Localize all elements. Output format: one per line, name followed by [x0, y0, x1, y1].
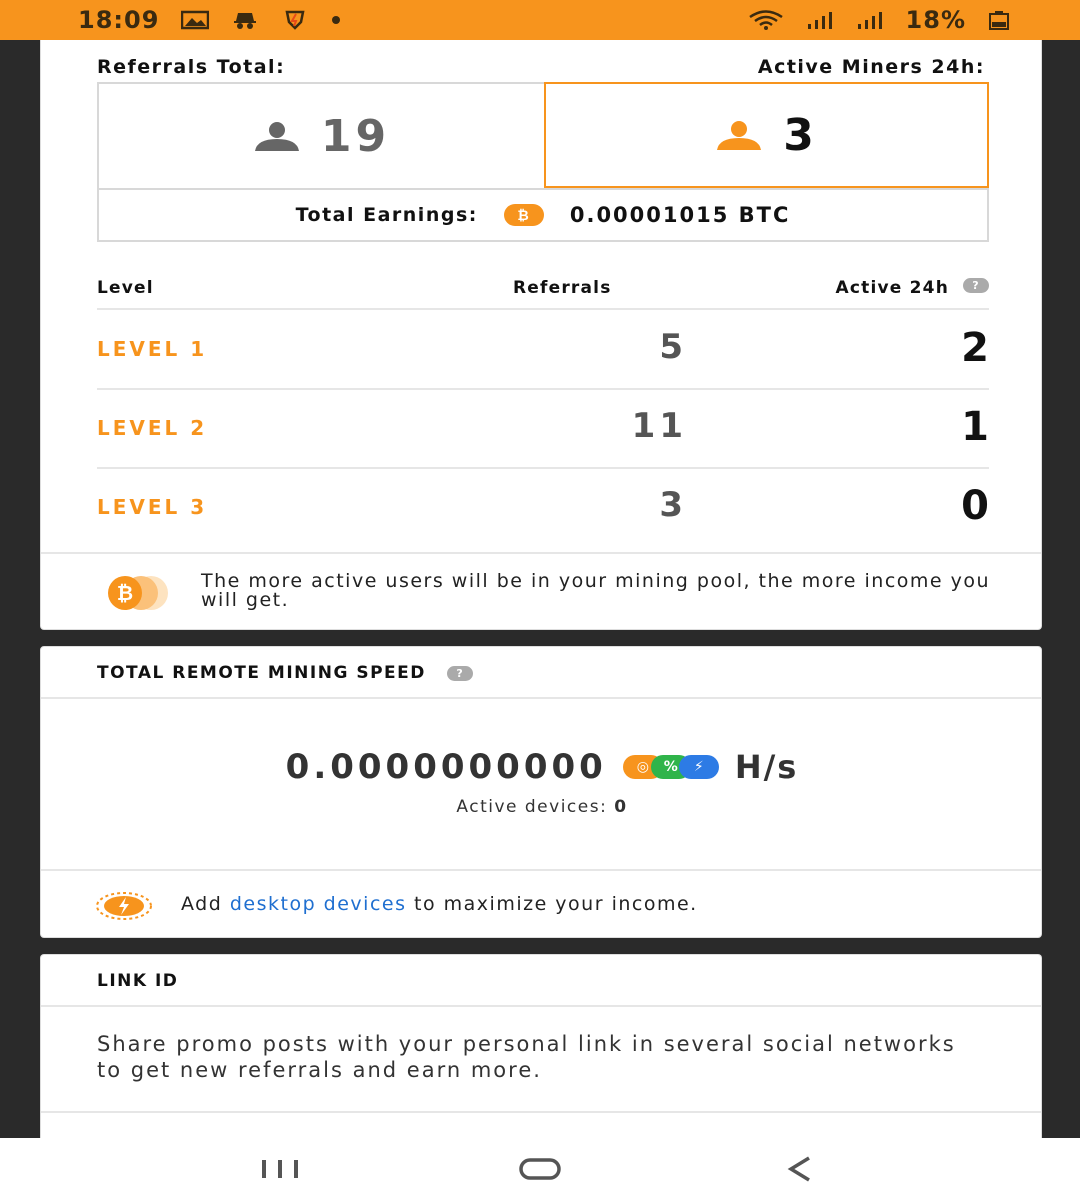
total-earnings-row — [99, 188, 987, 240]
back-icon — [785, 1156, 815, 1182]
referrals-card — [40, 40, 1042, 630]
app-notification-icon — [281, 10, 309, 30]
level-referrals: 11 — [631, 406, 687, 446]
help-icon[interactable]: ? — [963, 278, 989, 293]
speed-row — [41, 747, 1042, 787]
active-devices-label: Active devices: — [456, 797, 608, 817]
mining-speed-title-text: TOTAL REMOTE MINING SPEED — [97, 663, 426, 683]
referrals-stat-box — [97, 82, 989, 242]
incognito-icon — [231, 10, 259, 30]
percent-boost-icon: % — [651, 755, 691, 779]
link-id-card — [40, 954, 1042, 1144]
tip-prefix: Add — [181, 893, 223, 915]
level-column-header: Level — [97, 278, 154, 298]
active-devices — [41, 797, 1042, 817]
level-label[interactable]: LEVEL 1 — [97, 337, 208, 361]
tip-text — [181, 893, 698, 915]
wifi-icon — [748, 10, 784, 30]
help-icon[interactable]: ? — [447, 666, 473, 681]
info-text: The more active users will be in your mining pool, the more income you will get. — [201, 570, 991, 611]
signal-icon — [806, 10, 834, 30]
status-bar — [0, 0, 1080, 40]
share-text: Share promo posts with your personal link in several social networks to get new referrals and earn more. — [97, 1032, 956, 1082]
home-button[interactable] — [515, 1154, 565, 1184]
clock: 18:09 — [78, 6, 160, 34]
mining-speed-card — [40, 646, 1042, 938]
target-boost-icon: ◎ — [623, 755, 663, 779]
navigation-bar — [0, 1138, 1080, 1200]
bolt-icon — [95, 891, 153, 921]
level-label[interactable]: LEVEL 3 — [97, 495, 208, 519]
level-active: 1 — [961, 404, 989, 450]
link-id-title-text: LINK ID — [97, 971, 179, 991]
back-button[interactable] — [775, 1154, 825, 1184]
status-bar-left — [78, 6, 341, 34]
mining-speed-value: 0.0000000000 — [285, 747, 607, 787]
battery-icon — [988, 10, 1010, 30]
table-row — [97, 390, 989, 469]
bitcoin-icon: ₿ — [504, 204, 544, 226]
active-miners-stat — [544, 82, 989, 188]
tip-row — [41, 869, 1042, 938]
active-devices-value: 0 — [614, 797, 628, 817]
table-row — [97, 469, 989, 548]
recent-apps-button[interactable] — [255, 1154, 305, 1184]
level-active: 2 — [961, 325, 989, 371]
level-active: 0 — [961, 483, 989, 529]
level-label[interactable]: LEVEL 2 — [97, 416, 208, 440]
active-column-header: Active 24h — [835, 278, 949, 298]
svg-text:₿: ₿ — [116, 581, 134, 605]
tip-suffix: to maximize your income. — [414, 893, 698, 915]
boost-icons[interactable] — [623, 755, 719, 779]
referrals-column-header: Referrals — [513, 278, 612, 298]
level-referrals: 3 — [659, 485, 687, 525]
table-row — [97, 311, 989, 390]
link-id-title — [41, 955, 1042, 1007]
referrals-total-value: 19 — [320, 110, 391, 162]
total-earnings-value: 0.00001015 BTC — [569, 203, 791, 227]
mining-speed-title — [41, 647, 1042, 699]
active-user-icon — [715, 120, 763, 150]
bolt-boost-icon: ⚡ — [679, 755, 719, 779]
battery-percent: 18% — [905, 6, 966, 34]
levels-table-header — [97, 276, 989, 310]
bitcoin-coins-icon — [95, 575, 175, 611]
referrals-total-label: Referrals Total: — [97, 56, 286, 78]
gallery-icon — [181, 10, 209, 30]
active-miners-value: 3 — [783, 109, 818, 161]
desktop-devices-link[interactable]: desktop devices — [229, 893, 407, 915]
status-bar-right — [748, 6, 1010, 34]
signal-icon-2 — [856, 10, 884, 30]
recent-apps-icon — [260, 1158, 300, 1180]
total-earnings-label: Total Earnings: — [295, 204, 478, 226]
referrals-total-stat — [99, 84, 544, 188]
mining-speed-unit: H/s — [734, 748, 799, 786]
dot-icon — [331, 15, 341, 25]
active-miners-label: Active Miners 24h: — [757, 56, 985, 78]
referrals-labels — [97, 56, 985, 78]
level-referrals: 5 — [659, 327, 687, 367]
home-icon — [518, 1157, 562, 1181]
info-row — [41, 552, 1042, 630]
divider — [41, 1111, 1042, 1113]
user-icon — [253, 121, 301, 151]
